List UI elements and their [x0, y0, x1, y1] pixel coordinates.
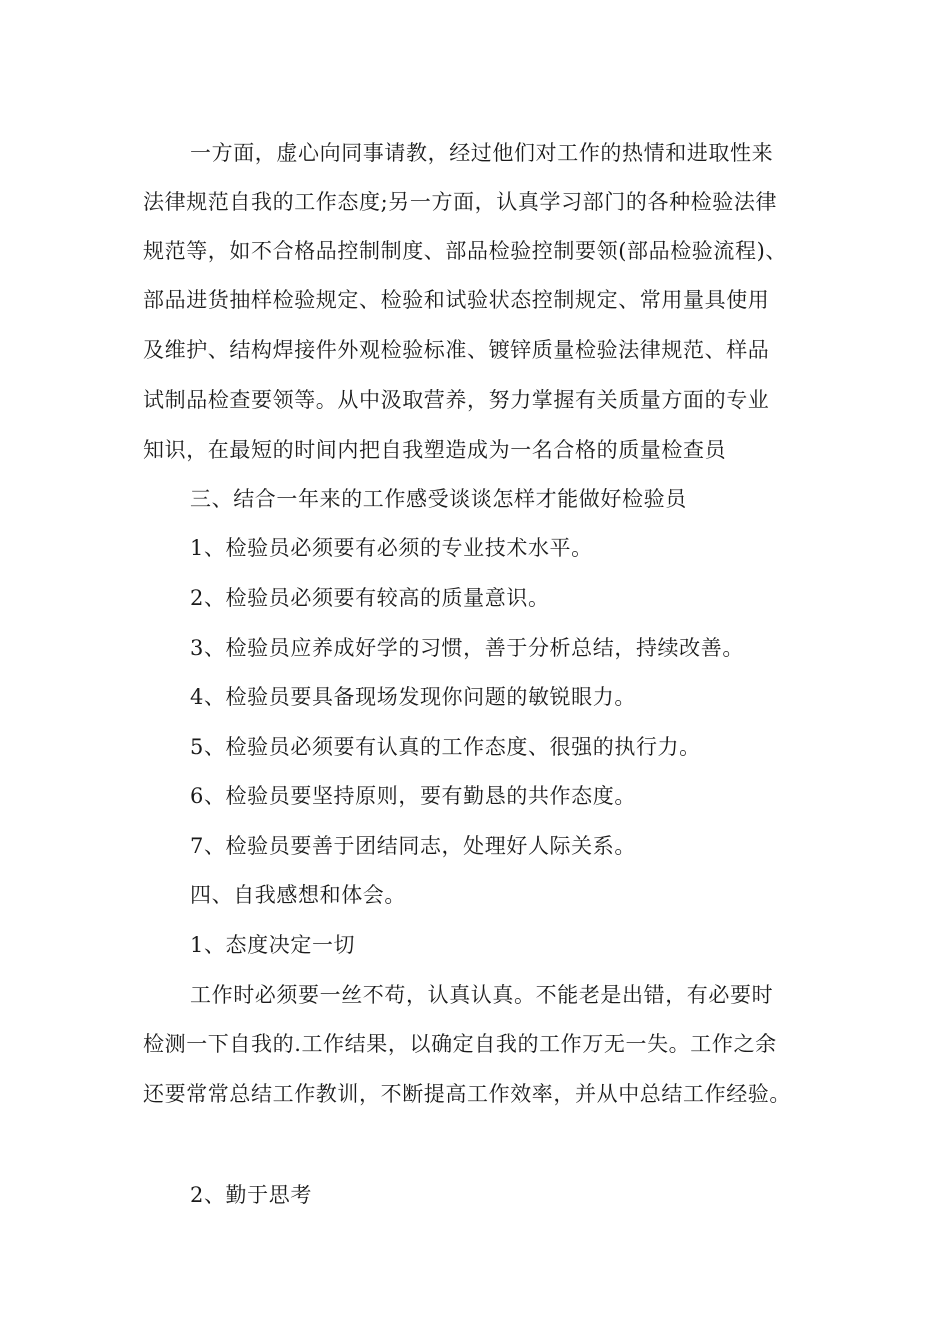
- section-heading: 三、结合一年来的工作感受谈谈怎样才能做好检验员: [190, 487, 687, 511]
- paragraph-line: 法律规范自我的工作态度;另一方面，认真学习部门的各种检验法律: [143, 190, 778, 214]
- paragraph-line: 还要常常总结工作教训，不断提高工作效率，并从中总结工作经验。: [143, 1082, 791, 1106]
- list-item: 2、检验员必须要有较高的质量意识。: [190, 586, 550, 610]
- list-item: 6、检验员要坚持原则，要有勤恳的共作态度。: [190, 784, 636, 808]
- paragraph-line: 工作时必须要一丝不苟，认真认真。不能老是出错，有必要时: [190, 983, 774, 1007]
- subsection-heading: 1、态度决定一切: [190, 933, 356, 957]
- paragraph-line: 试制品检查要领等。从中汲取营养，努力掌握有关质量方面的专业: [143, 388, 770, 412]
- list-item: 3、检验员应养成好学的习惯，善于分析总结，持续改善。: [190, 636, 744, 660]
- paragraph-line: 知识，在最短的时间内把自我塑造成为一名合格的质量检查员: [143, 438, 727, 462]
- paragraph-line: 一方面，虚心向同事请教，经过他们对工作的热情和进取性来: [190, 141, 774, 165]
- list-item: 1、检验员必须要有必须的专业技术水平。: [190, 536, 593, 560]
- subsection-heading: 2、勤于思考: [190, 1183, 312, 1207]
- list-item: 4、检验员要具备现场发现你问题的敏锐眼力。: [190, 685, 636, 709]
- list-item: 5、检验员必须要有认真的工作态度、很强的执行力。: [190, 735, 701, 759]
- paragraph-line: 规范等，如不合格品控制制度、部品检验控制要领(部品检验流程)、: [143, 239, 787, 263]
- section-heading: 四、自我感想和体会。: [190, 883, 406, 907]
- paragraph-line: 检测一下自我的.工作结果，以确定自我的工作万无一失。工作之余: [143, 1032, 777, 1056]
- paragraph-line: 部品进货抽样检验规定、检验和试验状态控制规定、常用量具使用: [143, 288, 770, 312]
- paragraph-line: 及维护、结构焊接件外观检验标准、镀锌质量检验法律规范、样品: [143, 338, 770, 362]
- list-item: 7、检验员要善于团结同志，处理好人际关系。: [190, 834, 636, 858]
